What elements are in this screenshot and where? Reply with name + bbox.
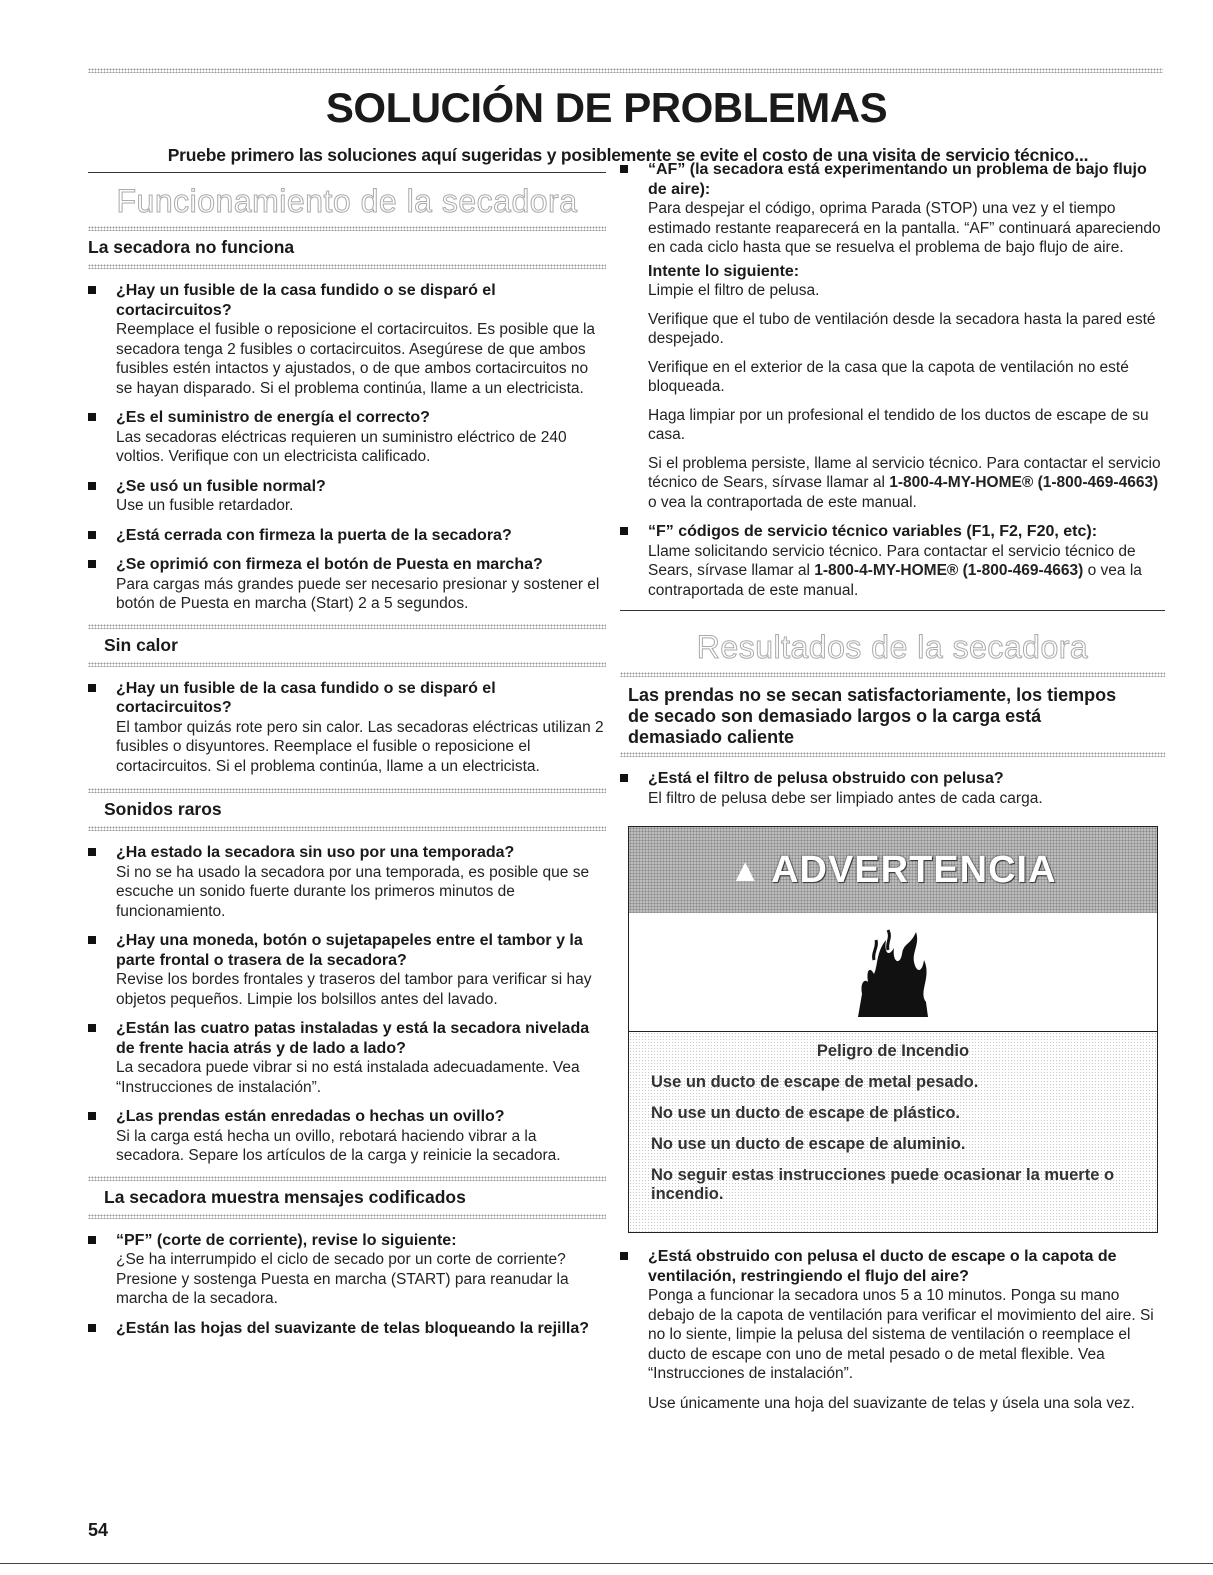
group-heading: Las prendas no se secan satisfactoriamente, los tiempos de secado son demasiado largos o la carga está demasiado caliente	[628, 685, 1117, 747]
answer: Si la carga está hecha un ovillo, rebotará haciendo vibrar a la secadora. Separe los artículos de la carga y reinicie la secadora.	[116, 1127, 561, 1164]
warning-line: Use un ducto de escape de metal pesado.	[651, 1073, 979, 1091]
fire-hazard-icon	[629, 913, 1157, 1032]
list-item	[88, 1019, 606, 1097]
issue-list	[88, 1231, 606, 1339]
question: ¿Está obstruido con pelusa el ducto de escape o la capota de ventilación, restringiendo el flujo del aire?	[648, 1248, 1117, 1285]
question: “AF” (la secadora está experimentando un problema de bajo flujo de aire):	[648, 161, 1147, 198]
phone-number: 1-800-4-MY-HOME® (1-800-469-4663)	[814, 562, 1084, 579]
question: ¿Se oprimió con firmeza el botón de Puesta en marcha?	[116, 556, 543, 573]
left-column	[88, 172, 606, 1348]
answer: Revise los bordes frontales y traseros del tambor para verificar si hay objetos pequeños. Limpie los bolsillos antes del lavado.	[116, 971, 592, 1008]
group-heading: La secadora muestra mensajes codificados	[104, 1186, 466, 1207]
right-column	[620, 160, 1165, 1423]
answer: Para cargas más grandes puede ser necesario presionar y sostener el botón de Puesta en marcha (Start) 2 a 5 segundos.	[116, 575, 600, 612]
answer-text: o vea la contraportada de este manual.	[648, 562, 1142, 599]
answer: Reemplace el fusible o reposicione el cortacircuitos. Es posible que la secadora tenga 2 fusibles o cortacircuitos. Asegúrese de que ambos fusibles estén intactos y ajustados, o de que ambos cortacircuitos no se hayan disparado. Si el problema continúa, llame a un electricista.	[116, 321, 596, 397]
column-rule	[620, 610, 1165, 611]
tip-text: o vea la contraportada de este manual.	[648, 493, 917, 511]
list-item	[88, 555, 606, 614]
answer: El tambor quizás rote pero sin calor. Las secadoras eléctricas utilizan 2 fusibles o disyuntores. Reemplace el fusible o reposicione el cortacircuitos. Si el problema continúa, llame a un electricista.	[116, 718, 604, 775]
tip: Verifique que el tubo de ventilación desde la secadora hasta la pared esté despejado.	[648, 310, 1156, 347]
issue-list	[88, 679, 606, 777]
answer-text: Llame solicitando servicio técnico. Para contactar el servicio técnico de Sears, sírvase llamar al	[648, 542, 1136, 579]
list-item	[88, 1319, 606, 1339]
list-item	[88, 281, 606, 398]
question: ¿Las prendas están enredadas o hechas un ovillo?	[116, 1108, 505, 1125]
tip: Haga limpiar por un profesional el tendido de los ductos de escape de su casa.	[648, 406, 1149, 443]
warning-line: No use un ducto de escape de plástico.	[651, 1104, 960, 1122]
divider	[88, 1214, 606, 1219]
issue-list	[88, 281, 606, 614]
answer: Las secadoras eléctricas requieren un suministro eléctrico de 240 voltios. Verifique con un electricista calificado.	[116, 428, 567, 465]
divider	[88, 264, 606, 269]
question: ¿Hay un fusible de la casa fundido o se disparó el cortacircuitos?	[116, 282, 496, 319]
list-item	[88, 408, 606, 467]
question: ¿Hay un fusible de la casa fundido o se disparó el cortacircuitos?	[116, 679, 496, 716]
warning-box	[628, 826, 1158, 1233]
warning-line: No use un ducto de escape de aluminio.	[651, 1135, 966, 1153]
group-heading: Sin calor	[104, 634, 178, 655]
list-item	[88, 843, 606, 921]
divider	[88, 826, 606, 831]
page-subtitle: Pruebe primero las soluciones aquí sugeridas y posiblemente se evite el costo de una visita de servicio técnico...	[167, 145, 1089, 165]
group-heading: Sonidos raros	[104, 799, 222, 819]
list-item	[88, 1231, 606, 1309]
column-rule	[88, 172, 606, 173]
list-item	[88, 931, 606, 1009]
answer	[648, 542, 1165, 601]
issue-list	[620, 769, 1165, 808]
group-heading: La secadora no funciona	[88, 237, 295, 257]
phone-number: 1-800-4-MY-HOME® (1-800-469-4663)	[889, 474, 1159, 491]
code-list	[620, 160, 1165, 600]
list-item	[88, 477, 606, 516]
question: ¿Ha estado la secadora sin uso por una temporada?	[116, 844, 515, 861]
tip-text: Si el problema persiste, llame al servicio técnico. Para contactar el servicio técnico de Sears, sírvase llamar al	[648, 454, 1161, 491]
warning-triangle-icon: ▲	[729, 851, 762, 888]
answer: Si no se ha usado la secadora por una temporada, es posible que se escuche un sonido fuerte durante los primeros minutos de funcionamiento.	[116, 863, 590, 920]
answer: Use un fusible retardador.	[116, 497, 294, 514]
issue-list	[88, 843, 606, 1166]
answer: La secadora puede vibrar si no está instalada adecuadamente. Vea “Instrucciones de instalación”.	[116, 1059, 580, 1096]
list-item	[88, 526, 606, 546]
tip	[648, 454, 1165, 513]
page-number: 54	[88, 1520, 109, 1540]
try-label: Intente lo siguiente:	[648, 262, 800, 280]
section-title-results: Resultados de la secadora	[696, 629, 1089, 665]
list-item	[620, 522, 1165, 600]
answer: ¿Se ha interrumpido el ciclo de secado por un corte de corriente? Presione y sostenga Puesta en marcha (START) para reanudar la marcha de la secadora.	[116, 1251, 569, 1307]
question: ¿Están las hojas del suavizante de telas bloqueando la rejilla?	[116, 1319, 590, 1337]
tip: Verifique en el exterior de la casa que la capota de ventilación no esté bloqueada.	[648, 358, 1129, 395]
answer: Para despejar el código, oprima Parada (STOP) una vez y el tiempo estimado restante reaparecerá en la pantalla. “AF” continuará apareciendo en cada ciclo hasta que se resuelva el problema de bajo flujo de aire.	[648, 200, 1161, 256]
top-divider	[88, 68, 1163, 73]
question: ¿Están las cuatro patas instaladas y está la secadora nivelada de frente hacia atrás y de lado a lado?	[116, 1020, 590, 1057]
warning-body	[629, 1032, 1157, 1232]
divider	[88, 662, 606, 667]
fire-icon	[848, 922, 938, 1022]
warning-title: ADVERTENCIA	[771, 848, 1057, 891]
bottom-rule	[0, 1563, 1213, 1564]
list-item	[88, 679, 606, 777]
answer: El filtro de pelusa debe ser limpiado antes de cada carga.	[648, 789, 1043, 807]
warning-banner	[629, 827, 1157, 913]
question: ¿Es el suministro de energía el correcto?	[116, 409, 430, 426]
warning-line: No seguir estas instrucciones puede ocasionar la muerte o incendio.	[651, 1166, 1115, 1203]
divider	[620, 752, 1165, 757]
question: ¿Está cerrada con firmeza la puerta de la secadora?	[116, 526, 512, 544]
question: ¿Hay una moneda, botón o sujetapapeles entre el tambor y la parte frontal o trasera de la secadora?	[116, 932, 583, 969]
section-title-operation: Funcionamiento de la secadora	[116, 183, 578, 219]
note: Use únicamente una hoja del suavizante de telas y úsela una sola vez.	[648, 1394, 1135, 1412]
list-item	[620, 769, 1165, 808]
list-item	[88, 1107, 606, 1166]
issue-list	[620, 1247, 1165, 1413]
question: ¿Se usó un fusible normal?	[116, 477, 326, 495]
list-item	[620, 1247, 1165, 1413]
page-title: SOLUCIÓN DE PROBLEMAS	[325, 84, 888, 131]
question: “PF” (corte de corriente), revise lo siguiente:	[116, 1231, 457, 1249]
tip: Limpie el filtro de pelusa.	[648, 282, 820, 299]
list-item	[620, 160, 1165, 512]
question: “F” códigos de servicio técnico variables (F1, F2, F20, etc):	[648, 523, 1098, 540]
question: ¿Está el filtro de pelusa obstruido con pelusa?	[648, 770, 1004, 787]
hazard-title: Peligro de Incendio	[816, 1042, 970, 1060]
answer: Ponga a funcionar la secadora unos 5 a 10 minutos. Ponga su mano debajo de la capota de ventilación para verificar el movimiento del aire. Si no lo siente, limpie la pelusa del sistema de ventilación o reemplace el ducto de escape con uno de metal pesado o de metal flexible. Vea “Instrucciones de instalación”.	[648, 1287, 1154, 1382]
